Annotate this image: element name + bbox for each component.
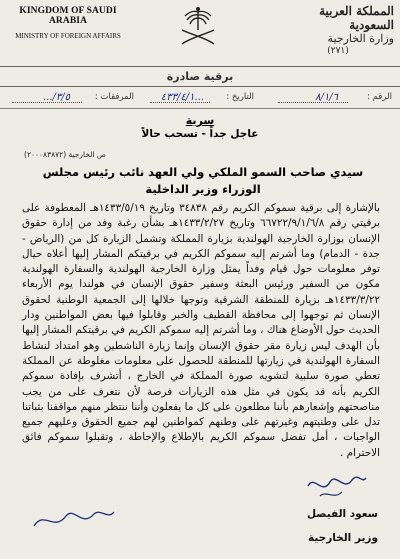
number-value: ٨/١/٦ [315, 92, 338, 103]
reference-number: ص الخارجية (٢٠٠٠٨٣٨٧٢) [24, 150, 107, 159]
letter-body: بالإشارة إلى برقية سموكم الكريم رقم ٣٤٨٣٨ وتاريخ ١٤٣٣/٥/١٩هـ المعطوفة على برقيتي رقم ٦٦٧٢٢/٩/١/٦/٨ وتاريخ ١٤٣٣/٢/٢٧هـ بشأن رغبة وفد من إدارة حقوق الإنسان بوزارة الخارجية الهولندية بزيارة المملكة وتشمل الزيارة كل من (الرياض - جدة - الدمام) وما أشرتم إليه سموكم الكريم في برقيتكم المشار إليها أعلاه حيال توفر معلومات حول قيام وفداً يمثل وزارة الخارجية الهولندية والسفارة الهولندية مكون من السفير ورئيس البعثة وسفير حقوق الإنسان في هولندا يوم الأربعاء ١٤٣٣/٣/٢٢هـ بزيارة للمنطقة الشرقية وتوجها خلالها إلى الجمعية الوطنية لحقوق الإنسان ثم توجهوا إلى محافظة القطيف والخبر وقابلوا فيها بعض المواطنين ودار الحديث حول الأوضاع هناك ، وما أشرتم إليه سموكم الكريم في برقيتكم المشار إليها بأن الهدف ليس زيارة مقر حقوق الإنسان وإنما زيارة الناشطين وهو امتداد لنشاط السفارة الهولندية في زيارتها للمنطقة للحصول على معلومات مغلوطة عن المملكة تعطي صورة سلبية لتشويه صورة المملكة في الخارج ، أتشرف بإفادة سموكم الكريم بأنه قد يكون في مثل هذه الزيارات فرصة لأن نتعرف على من يجب مناصحتهم وإشعارهم بأننا مطلعون على كل ما يفعلون وأننا ننتظر منهم مواقفنا بثباتنا تدل على وطنيتهم وغيرتهم على وطنهم كمواطنين لهم جميع الحقوق وعليهم جميع الواجبات ، أمل تفضل سموكم الكريم بالإطلاع والإحاطة ، وتقبلوا سموكم فائق الاحترام . [22, 202, 381, 459]
signature-scribble [28, 498, 118, 538]
signatory-name: سعود الفيصل [307, 508, 378, 520]
telegram-meta [0, 92, 400, 106]
number-label: الرقم : [367, 92, 392, 102]
urgency-label: عاجل جداً - تسحب حالاً [141, 128, 259, 140]
attachments-label: المرفقات : [94, 92, 134, 102]
signatory-title: وزير الخارجية [307, 532, 378, 544]
attachments-value: ٣/٥/... [42, 92, 70, 103]
document-type: برقية صادرة [166, 70, 234, 83]
header-divider [0, 66, 400, 67]
date-value: ...٤٣٣/٤/١ [160, 92, 204, 103]
ministry-name-arabic: وزارة الخارجية [327, 32, 394, 45]
kingdom-name-english: KINGDOM OF SAUDI ARABIA [19, 6, 117, 26]
letterhead-english [4, 6, 132, 40]
saudi-emblem-icon [176, 4, 220, 48]
kingdom-name-arabic: المملكة العربية السعودية [319, 4, 394, 32]
letterhead-code: (٢٧١) [327, 46, 349, 56]
handwritten-annotation [300, 466, 370, 506]
header-divider-2 [0, 86, 400, 87]
meta-divider [0, 108, 400, 109]
classification-label: سرية [185, 114, 215, 127]
date-label: التاريخ : [226, 92, 254, 102]
addressee: سيدي صاحب السمو الملكي ولي العهد نائب رئيس مجلس الوزراء وزير الداخلية [42, 165, 364, 196]
ministry-name-english: MINISTRY OF FOREIGN AFFAIRS [15, 32, 121, 40]
letterhead-arabic [282, 4, 394, 56]
